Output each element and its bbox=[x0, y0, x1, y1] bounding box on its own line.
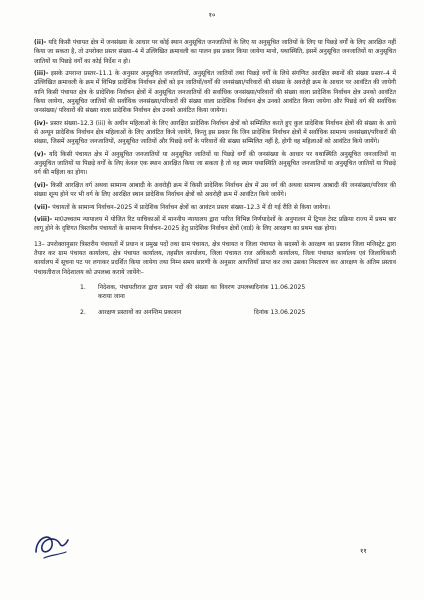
paragraph bbox=[34, 203, 396, 212]
document-body bbox=[34, 38, 396, 323]
paragraph-text: किसी आरक्षित वर्ग अथवा सामान्य आबादी के अवरोही क्रम में किसी प्रादेशिक निर्वाचन क्षेत्र में उस वर्ग की अथवा सामान्य आबादी की जनसंख्या/परिवार की संख्या शून्य होने पर भी वर्ग के लिए आरक्षित स्थान प्रादेशिक निर्वाचन क्षेत्रों को अवरोही क्रम में आवंटित किये जायेंगे। bbox=[34, 181, 396, 199]
schedule-item-date: दिनांक 13.06.2025 bbox=[254, 308, 306, 316]
paragraph-marker: (ii)- bbox=[34, 39, 47, 46]
schedule-item-description: आरक्षण प्रस्तावों का अनन्तिम प्रकाशन bbox=[98, 308, 182, 316]
paragraph-marker: (iii)- bbox=[34, 70, 49, 78]
paragraph-text: यदि किसी पंचायत क्षेत्र में अनुसूचित जनजातियों या अनुसूचित जातियों या पिछड़े वर्गों की जनसंख्या के आधार पर यथास्थिति अनुसूचित जनजातियों या अनुसूचित जातियों या पिछड़े वर्गों के लिए केवल एक स्थान आरक्षित किया जा सकता है तो वह स्थान यथास्थिति अनुसूचित जनजातियों या अनुसूचित जातियों या पिछड़े वर्ग की महिला का होगा। bbox=[34, 150, 396, 177]
paragraph-text: यदि किसी पंचायत क्षेत्र में जनसंख्या के आधार पर कोई स्थान अनुसूचित जनजातियों के लिए या अनुसूचित जातियों के लिए या पिछड़े वर्गों के लिए आरक्षित नहीं किया जा सकता है, तो उपरोक्त प्रस्तर संख्या–4 में उल्लिखित क्रमावली का पालन इस प्रकार किया जायेगा मानो, यथास्थिति, इसमें अनुसूचित जनजातियों या अनुसूचित जातियों या पिछड़े वर्गों का कोई निर्देश न हो। bbox=[34, 39, 397, 65]
paragraph bbox=[34, 119, 396, 147]
paragraph-text: उपरोक्तानुसार त्रिस्तरीय पंचायतों में प्रधान व प्रमुख पदों तथा ग्राम पंचायत, क्षेत्र पंचायत व जिला पंचायत के सदस्यों के आरक्षण का प्रस्ताव जिला मजिस्ट्रेट द्वारा तैयार कर ग्राम पंचायत कार्यालय, क्षेत्र पंचायत कार्यालय, तहसील कार्यालय, जिला पंचायत राज अधिकारी कार्यालय, जिला पंचायत कार्यालय एवं जिलाधिकारी कार्यालय में सूचना पट पर लगाकर प्रदर्शित किया जायेगा तथा निम्न समय सारणी के अनुसार आपत्तियाँ प्राप्त कर तथा उसका निस्तारण कर आरक्षण के अंतिम प्रस्ताव पंचायतीराज निदेशालय को उपलब्ध कराये जायेंगेः– bbox=[34, 240, 397, 276]
section-number: 13– bbox=[34, 240, 45, 248]
schedule-item bbox=[34, 283, 396, 302]
paragraph-text: इसके उपरान्त प्रस्तर–11.1 के अनुसार अनुसूचित जनजातियों, अनुसूचित जातियों तथा पिछड़े वर्गों के लिये संगणित आरक्षित स्थानों की संख्या प्रस्तर–4 में उल्लिखित क्रमावली के क्रम में विभिन्न प्रादेशिक निर्वाचन क्षेत्रों को इन जातियों/वर्गों की जनसंख्या/परिवारों की संख्या के अवरोही क्रम के आधार पर आवंटित की जायेगी यानि किसी पंचायत क्षेत्र के प्रादेशिक निर्वाचन क्षेत्रों में अनुसूचित जनजातियों की सर्वाधिक जनसंख्या/परिवारों की संख्या वाला प्रादेशिक निर्वाचन क्षेत्र उनको आवंटित किया जायेगा, अनुसूचित जातियों की सर्वाधिक जनसंख्या/परिवारों की संख्या वाला प्रादेशिक निर्वाचन क्षेत्र उनको आवंटित किया जायेगा और पिछड़े वर्ग की सर्वाधिक जनसंख्या/ परिवारों की संख्या वाला प्रादेशिक निर्वाचन क्षेत्र उनको आवंटित किया जायेगा। bbox=[34, 70, 397, 115]
schedule-list bbox=[34, 283, 396, 317]
paragraph-marker: (iv)- bbox=[34, 119, 49, 127]
signature-icon bbox=[30, 522, 72, 564]
paragraph bbox=[34, 181, 396, 200]
section-13-paragraph bbox=[34, 240, 396, 277]
paragraph-marker: (vi)- bbox=[34, 181, 49, 189]
schedule-item-number: 1. bbox=[80, 283, 86, 291]
schedule-item-number: 2. bbox=[80, 308, 86, 316]
paragraph bbox=[34, 150, 396, 178]
page-number: १० bbox=[208, 11, 216, 19]
paragraph bbox=[34, 215, 396, 234]
paragraph-marker: (vii)- bbox=[34, 203, 51, 211]
corner-page-number: ११ bbox=[360, 547, 367, 555]
paragraph-text: पंचायतों के सामान्य निर्वाचन–2025 में प्रादेशिक निर्वाचन क्षेत्रों का आवंटन प्रस्तर संख्या–12.3 में दी गई रीति से किया जायेगा। bbox=[52, 203, 331, 211]
paragraph bbox=[34, 38, 396, 66]
paragraph-text: प्रस्तर संख्या–12.3 (iii) के अधीन महिलाओं के लिए आरक्षित प्रादेशिक निर्वाचन क्षेत्रों को सम्मिलित करते हुए कुल प्रादेशिक निर्वाचन क्षेत्रों की संख्या के आधे से अन्यून प्रादेशिक निर्वाचन क्षेत्र महिलाओं के लिए आवंटित किये जायेंगे, किन्तु इस प्रकार कि जिन प्रादेशिक निर्वाचन क्षेत्रों में सर्वाधिक सामान्य जनसंख्या/परिवारों की संख्या, जिसमें अनुसूचित जनजातियों, अनुसूचित जातियों और पिछड़े वर्गों के परिवारों की संख्या सम्मिलित नहीं है, होगी वह महिलाओं को आवंटित किये जायेंगे। bbox=[34, 119, 396, 146]
schedule-item-date: दिनांक 11.06.2025 bbox=[254, 283, 306, 291]
schedule-item-description: निदेशक, पंचायतीराज द्वारा प्रधान पदों की संख्या का विवरण उपलब्ध कराया जाना bbox=[98, 283, 254, 301]
paragraph-marker: (v)- bbox=[34, 150, 47, 158]
paragraph-text: मा0उच्चतम न्यायालय में योजित रिट याचिकाओं में माननीय न्यायालय द्वारा पारित विभिन्न निर्णयादेशों के अनुपालन में ट्रिपल टेस्ट प्रक्रिया राज्य में प्रथम बार लागू होने के दृष्टिगत त्रिस्तरीय पंचायतों के सामान्य निर्वाचन–2025 हेतु प्रादेशिक निर्वाचन क्षेत्रों (वार्ड) के लिए आरक्षण का प्रथम चक्र होगा। bbox=[34, 215, 397, 233]
schedule-item bbox=[34, 308, 396, 317]
paragraph-marker: (viii)- bbox=[34, 215, 53, 223]
paragraph bbox=[34, 69, 396, 116]
